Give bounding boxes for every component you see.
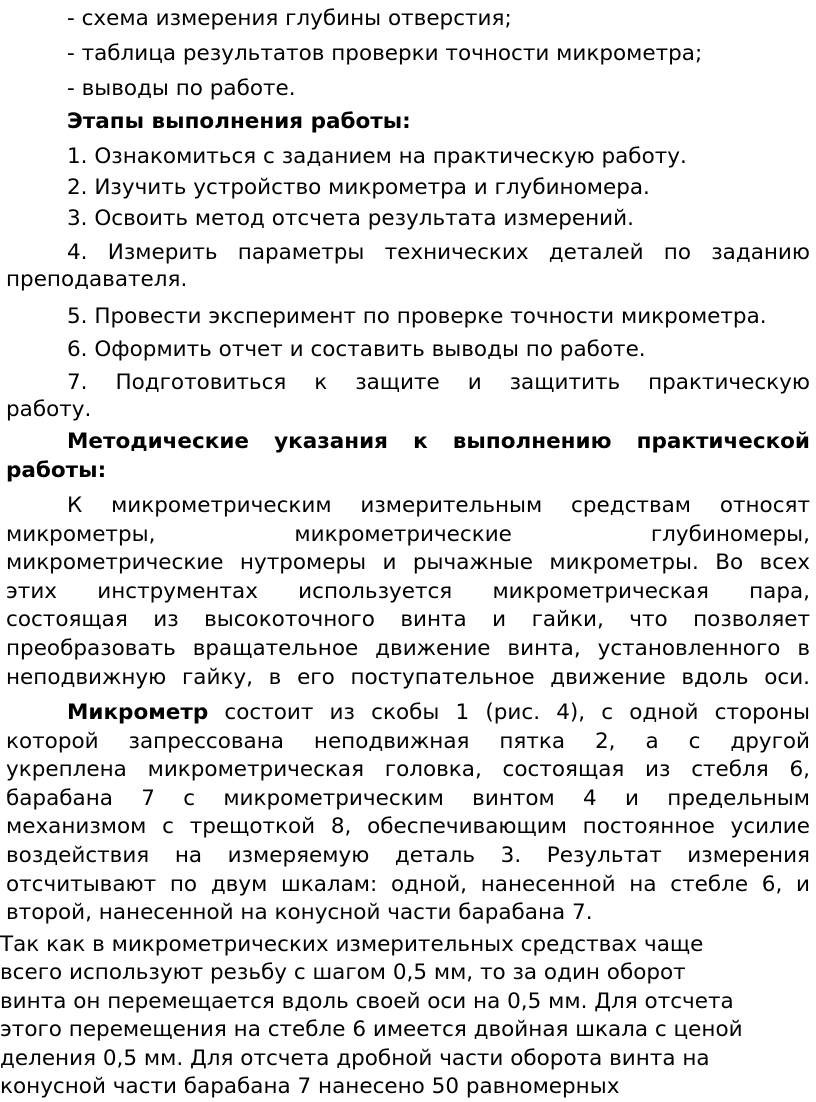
paragraph-line: деления 0,5 мм. Для отсчета дробной части оборота винта на	[0, 1046, 710, 1071]
paragraph-line: барабана 7 с микрометрическим винтом 4 и предельным	[6, 786, 810, 811]
section-heading-stages: Этапы выполнения работы:	[67, 109, 411, 134]
paragraph-line: второй, нанесенной на конусной части барабана 7.	[6, 900, 593, 925]
paragraph-line: которой запрессована неподвижная пятка 2, а с другой	[6, 729, 810, 754]
list-item: - выводы по работе.	[67, 76, 296, 101]
list-item: - схема измерения глубины отверстия;	[67, 6, 512, 31]
paragraph-line: состоящая из высокоточного винта и гайки, что позволяет	[6, 607, 810, 632]
paragraph-line: преобразовать вращательное движение винта, установленного в	[6, 636, 810, 661]
paragraph-line: этих инструментах используется микрометрическая пара,	[6, 579, 810, 604]
paragraph-line: конусной части барабана 7 нанесено 50 равномерных	[0, 1074, 620, 1099]
stage-item-7-continued: работу.	[6, 397, 92, 422]
paragraph-line	[67, 698, 810, 727]
stage-item-2: 2. Изучить устройство микрометра и глубиномера.	[67, 175, 650, 200]
paragraph-line: отсчитывают по двум шкалам: одной, нанесенной на стебле 6, и	[6, 872, 810, 897]
paragraph-line: этого перемещения на стебле 6 имеется двойная шкала с ценой	[0, 1017, 743, 1042]
paragraph-text: состоит из скобы 1 (рис. 4), с одной стороны	[208, 700, 810, 725]
paragraph-line: всего используют резьбу с шагом 0,5 мм, то за один оборот	[0, 960, 686, 985]
section-heading-methods-continued: работы:	[6, 458, 107, 483]
paragraph-line: механизмом с трещоткой 8, обеспечивающим постоянное усилие	[6, 814, 810, 839]
stage-item-4-continued: преподавателя.	[6, 267, 188, 292]
paragraph-line: укреплена микрометрическая головка, состоящая из стебля 6,	[6, 757, 810, 782]
term-micrometer: Микрометр	[67, 700, 209, 725]
paragraph-line: винта он перемещается вдоль своей оси на 0,5 мм. Для отсчета	[0, 989, 734, 1014]
stage-item-6: 6. Оформить отчет и составить выводы по работе.	[67, 337, 646, 362]
paragraph-line: микрометрические нутромеры и рычажные микрометры. Во всех	[6, 550, 810, 575]
paragraph-line: Так как в микрометрических измерительных средствах чаще	[0, 932, 704, 957]
stage-item-5: 5. Провести эксперимент по проверке точности микрометра.	[67, 304, 767, 329]
paragraph-line: воздействия на измеряемую деталь 3. Результат измерения	[6, 843, 810, 868]
paragraph-line: неподвижную гайку, в его поступательное движение вдоль оси.	[6, 665, 810, 690]
section-heading-methods: Методические указания к выполнению практической	[67, 429, 810, 454]
stage-item-3: 3. Освоить метод отсчета результата измерений.	[67, 206, 634, 231]
list-item: - таблица результатов проверки точности микрометра;	[67, 41, 703, 66]
stage-item-4: 4. Измерить параметры технических деталей по заданию	[67, 240, 810, 265]
stage-item-1: 1. Ознакомиться с заданием на практическую работу.	[67, 144, 687, 169]
stage-item-7: 7. Подготовиться к защите и защитить практическую	[67, 370, 810, 395]
paragraph-line: микрометры, микрометрические глубиномеры,	[6, 522, 810, 547]
paragraph-line: К микрометрическим измерительным средствам относят	[67, 493, 810, 518]
